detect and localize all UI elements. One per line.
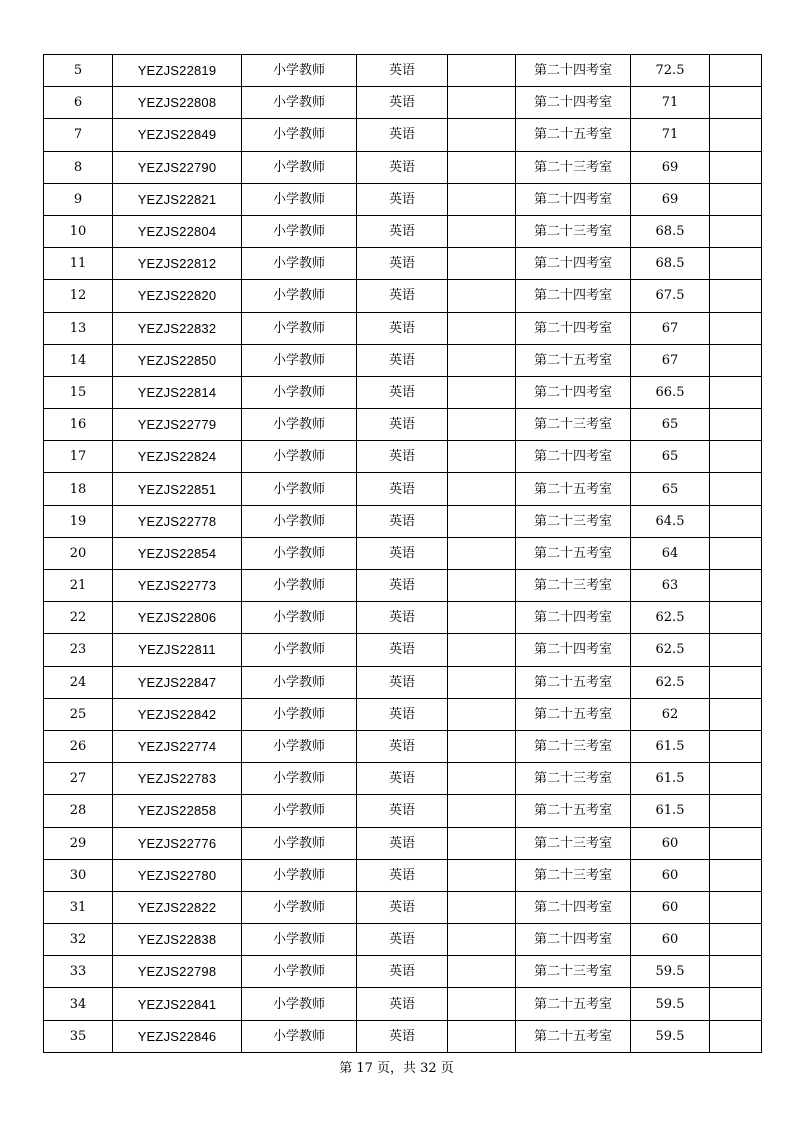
score-cell: 71 <box>631 119 710 151</box>
candidate-id-cell: YEZJS22790 <box>113 151 242 183</box>
note-cell <box>710 280 762 312</box>
exam-room-cell: 第二十三考室 <box>516 859 631 891</box>
table-row <box>44 602 762 634</box>
blank-cell <box>448 763 516 795</box>
position-cell: 小学教师 <box>242 634 357 666</box>
note-cell <box>710 988 762 1020</box>
blank-cell <box>448 409 516 441</box>
score-cell: 64 <box>631 537 710 569</box>
table-row <box>44 891 762 923</box>
exam-room-cell: 第二十三考室 <box>516 151 631 183</box>
seq-cell: 23 <box>44 634 113 666</box>
note-cell <box>710 215 762 247</box>
seq-cell: 25 <box>44 698 113 730</box>
blank-cell <box>448 151 516 183</box>
blank-cell <box>448 505 516 537</box>
score-cell: 69 <box>631 151 710 183</box>
table-row <box>44 505 762 537</box>
candidate-id-cell: YEZJS22778 <box>113 505 242 537</box>
table-row <box>44 441 762 473</box>
candidate-id-cell: YEZJS22841 <box>113 988 242 1020</box>
exam-room-cell: 第二十三考室 <box>516 570 631 602</box>
score-cell: 67 <box>631 344 710 376</box>
table-row <box>44 956 762 988</box>
table-row <box>44 376 762 408</box>
note-cell <box>710 441 762 473</box>
position-cell: 小学教师 <box>242 730 357 762</box>
blank-cell <box>448 602 516 634</box>
subject-cell: 英语 <box>357 795 448 827</box>
position-cell: 小学教师 <box>242 795 357 827</box>
seq-cell: 14 <box>44 344 113 376</box>
candidate-id-cell: YEZJS22774 <box>113 730 242 762</box>
table-row <box>44 119 762 151</box>
subject-cell: 英语 <box>357 505 448 537</box>
candidate-id-cell: YEZJS22776 <box>113 827 242 859</box>
seq-cell: 31 <box>44 891 113 923</box>
table-row <box>44 183 762 215</box>
blank-cell <box>448 87 516 119</box>
score-cell: 59.5 <box>631 988 710 1020</box>
position-cell: 小学教师 <box>242 473 357 505</box>
position-cell: 小学教师 <box>242 537 357 569</box>
score-cell: 69 <box>631 183 710 215</box>
blank-cell <box>448 312 516 344</box>
table-row <box>44 730 762 762</box>
subject-cell: 英语 <box>357 119 448 151</box>
seq-cell: 32 <box>44 924 113 956</box>
position-cell: 小学教师 <box>242 505 357 537</box>
subject-cell: 英语 <box>357 570 448 602</box>
candidate-id-cell: YEZJS22820 <box>113 280 242 312</box>
exam-room-cell: 第二十四考室 <box>516 280 631 312</box>
note-cell <box>710 119 762 151</box>
seq-cell: 29 <box>44 827 113 859</box>
note-cell <box>710 891 762 923</box>
candidate-id-cell: YEZJS22849 <box>113 119 242 151</box>
score-cell: 61.5 <box>631 763 710 795</box>
position-cell: 小学教师 <box>242 570 357 602</box>
position-cell: 小学教师 <box>242 859 357 891</box>
note-cell <box>710 151 762 183</box>
exam-room-cell: 第二十四考室 <box>516 87 631 119</box>
exam-room-cell: 第二十五考室 <box>516 344 631 376</box>
position-cell: 小学教师 <box>242 409 357 441</box>
seq-cell: 9 <box>44 183 113 215</box>
subject-cell: 英语 <box>357 956 448 988</box>
note-cell <box>710 537 762 569</box>
subject-cell: 英语 <box>357 666 448 698</box>
candidate-id-cell: YEZJS22773 <box>113 570 242 602</box>
position-cell: 小学教师 <box>242 376 357 408</box>
exam-room-cell: 第二十四考室 <box>516 183 631 215</box>
seq-cell: 26 <box>44 730 113 762</box>
subject-cell: 英语 <box>357 87 448 119</box>
score-cell: 68.5 <box>631 248 710 280</box>
exam-room-cell: 第二十五考室 <box>516 537 631 569</box>
seq-cell: 15 <box>44 376 113 408</box>
score-cell: 62.5 <box>631 634 710 666</box>
note-cell <box>710 409 762 441</box>
candidate-id-cell: YEZJS22822 <box>113 891 242 923</box>
candidate-id-cell: YEZJS22842 <box>113 698 242 730</box>
subject-cell: 英语 <box>357 1020 448 1052</box>
score-cell: 62.5 <box>631 602 710 634</box>
subject-cell: 英语 <box>357 634 448 666</box>
position-cell: 小学教师 <box>242 666 357 698</box>
blank-cell <box>448 666 516 698</box>
position-cell: 小学教师 <box>242 215 357 247</box>
exam-room-cell: 第二十五考室 <box>516 795 631 827</box>
position-cell: 小学教师 <box>242 988 357 1020</box>
candidate-id-cell: YEZJS22854 <box>113 537 242 569</box>
blank-cell <box>448 730 516 762</box>
subject-cell: 英语 <box>357 602 448 634</box>
score-table <box>43 54 762 1053</box>
seq-cell: 16 <box>44 409 113 441</box>
blank-cell <box>448 215 516 247</box>
subject-cell: 英语 <box>357 215 448 247</box>
score-cell: 62.5 <box>631 666 710 698</box>
blank-cell <box>448 956 516 988</box>
position-cell: 小学教师 <box>242 119 357 151</box>
score-cell: 65 <box>631 441 710 473</box>
position-cell: 小学教师 <box>242 87 357 119</box>
table-row <box>44 634 762 666</box>
table-row <box>44 312 762 344</box>
table-row <box>44 698 762 730</box>
note-cell <box>710 344 762 376</box>
note-cell <box>710 634 762 666</box>
seq-cell: 5 <box>44 55 113 87</box>
exam-room-cell: 第二十三考室 <box>516 215 631 247</box>
note-cell <box>710 924 762 956</box>
table-row <box>44 87 762 119</box>
exam-room-cell: 第二十四考室 <box>516 376 631 408</box>
score-cell: 63 <box>631 570 710 602</box>
score-cell: 59.5 <box>631 956 710 988</box>
blank-cell <box>448 376 516 408</box>
note-cell <box>710 473 762 505</box>
score-cell: 61.5 <box>631 730 710 762</box>
seq-cell: 13 <box>44 312 113 344</box>
blank-cell <box>448 344 516 376</box>
score-cell: 68.5 <box>631 215 710 247</box>
score-cell: 59.5 <box>631 1020 710 1052</box>
seq-cell: 11 <box>44 248 113 280</box>
position-cell: 小学教师 <box>242 827 357 859</box>
candidate-id-cell: YEZJS22858 <box>113 795 242 827</box>
score-cell: 61.5 <box>631 795 710 827</box>
position-cell: 小学教师 <box>242 344 357 376</box>
position-cell: 小学教师 <box>242 280 357 312</box>
subject-cell: 英语 <box>357 441 448 473</box>
table-row <box>44 344 762 376</box>
subject-cell: 英语 <box>357 473 448 505</box>
blank-cell <box>448 827 516 859</box>
exam-room-cell: 第二十五考室 <box>516 119 631 151</box>
seq-cell: 8 <box>44 151 113 183</box>
subject-cell: 英语 <box>357 183 448 215</box>
subject-cell: 英语 <box>357 376 448 408</box>
position-cell: 小学教师 <box>242 55 357 87</box>
blank-cell <box>448 924 516 956</box>
score-cell: 71 <box>631 87 710 119</box>
blank-cell <box>448 183 516 215</box>
subject-cell: 英语 <box>357 248 448 280</box>
subject-cell: 英语 <box>357 924 448 956</box>
seq-cell: 27 <box>44 763 113 795</box>
blank-cell <box>448 859 516 891</box>
table-body <box>44 55 762 1053</box>
subject-cell: 英语 <box>357 537 448 569</box>
subject-cell: 英语 <box>357 312 448 344</box>
exam-room-cell: 第二十五考室 <box>516 473 631 505</box>
seq-cell: 7 <box>44 119 113 151</box>
blank-cell <box>448 537 516 569</box>
table-row <box>44 570 762 602</box>
exam-room-cell: 第二十四考室 <box>516 602 631 634</box>
note-cell <box>710 248 762 280</box>
note-cell <box>710 827 762 859</box>
seq-cell: 22 <box>44 602 113 634</box>
candidate-id-cell: YEZJS22851 <box>113 473 242 505</box>
score-cell: 72.5 <box>631 55 710 87</box>
exam-room-cell: 第二十四考室 <box>516 891 631 923</box>
score-cell: 67.5 <box>631 280 710 312</box>
table-row <box>44 795 762 827</box>
seq-cell: 6 <box>44 87 113 119</box>
table-row <box>44 1020 762 1052</box>
note-cell <box>710 763 762 795</box>
seq-cell: 35 <box>44 1020 113 1052</box>
seq-cell: 18 <box>44 473 113 505</box>
candidate-id-cell: YEZJS22780 <box>113 859 242 891</box>
score-cell: 60 <box>631 859 710 891</box>
position-cell: 小学教师 <box>242 1020 357 1052</box>
subject-cell: 英语 <box>357 730 448 762</box>
candidate-id-cell: YEZJS22838 <box>113 924 242 956</box>
seq-cell: 21 <box>44 570 113 602</box>
blank-cell <box>448 1020 516 1052</box>
candidate-id-cell: YEZJS22824 <box>113 441 242 473</box>
position-cell: 小学教师 <box>242 312 357 344</box>
score-cell: 62 <box>631 698 710 730</box>
exam-room-cell: 第二十五考室 <box>516 1020 631 1052</box>
note-cell <box>710 698 762 730</box>
seq-cell: 20 <box>44 537 113 569</box>
note-cell <box>710 1020 762 1052</box>
blank-cell <box>448 119 516 151</box>
exam-room-cell: 第二十四考室 <box>516 924 631 956</box>
candidate-id-cell: YEZJS22783 <box>113 763 242 795</box>
score-cell: 60 <box>631 827 710 859</box>
blank-cell <box>448 634 516 666</box>
note-cell <box>710 183 762 215</box>
seq-cell: 33 <box>44 956 113 988</box>
position-cell: 小学教师 <box>242 441 357 473</box>
seq-cell: 30 <box>44 859 113 891</box>
position-cell: 小学教师 <box>242 248 357 280</box>
table-row <box>44 151 762 183</box>
table-row <box>44 988 762 1020</box>
candidate-id-cell: YEZJS22850 <box>113 344 242 376</box>
note-cell <box>710 55 762 87</box>
candidate-id-cell: YEZJS22847 <box>113 666 242 698</box>
subject-cell: 英语 <box>357 988 448 1020</box>
note-cell <box>710 859 762 891</box>
subject-cell: 英语 <box>357 763 448 795</box>
score-cell: 65 <box>631 409 710 441</box>
candidate-id-cell: YEZJS22812 <box>113 248 242 280</box>
candidate-id-cell: YEZJS22819 <box>113 55 242 87</box>
position-cell: 小学教师 <box>242 183 357 215</box>
score-cell: 60 <box>631 924 710 956</box>
candidate-id-cell: YEZJS22811 <box>113 634 242 666</box>
exam-room-cell: 第二十三考室 <box>516 409 631 441</box>
seq-cell: 12 <box>44 280 113 312</box>
blank-cell <box>448 988 516 1020</box>
page-footer: 第 17 页，共 32 页 <box>339 1061 454 1076</box>
exam-room-cell: 第二十三考室 <box>516 763 631 795</box>
blank-cell <box>448 473 516 505</box>
blank-cell <box>448 570 516 602</box>
seq-cell: 10 <box>44 215 113 247</box>
exam-room-cell: 第二十三考室 <box>516 956 631 988</box>
subject-cell: 英语 <box>357 280 448 312</box>
position-cell: 小学教师 <box>242 151 357 183</box>
position-cell: 小学教师 <box>242 891 357 923</box>
position-cell: 小学教师 <box>242 924 357 956</box>
seq-cell: 19 <box>44 505 113 537</box>
exam-room-cell: 第二十四考室 <box>516 441 631 473</box>
seq-cell: 17 <box>44 441 113 473</box>
candidate-id-cell: YEZJS22814 <box>113 376 242 408</box>
score-cell: 65 <box>631 473 710 505</box>
score-cell: 66.5 <box>631 376 710 408</box>
subject-cell: 英语 <box>357 891 448 923</box>
blank-cell <box>448 55 516 87</box>
table-row <box>44 537 762 569</box>
subject-cell: 英语 <box>357 344 448 376</box>
table-row <box>44 924 762 956</box>
candidate-id-cell: YEZJS22779 <box>113 409 242 441</box>
candidate-id-cell: YEZJS22798 <box>113 956 242 988</box>
seq-cell: 28 <box>44 795 113 827</box>
subject-cell: 英语 <box>357 859 448 891</box>
table-row <box>44 473 762 505</box>
note-cell <box>710 602 762 634</box>
position-cell: 小学教师 <box>242 602 357 634</box>
note-cell <box>710 376 762 408</box>
subject-cell: 英语 <box>357 827 448 859</box>
table-row <box>44 55 762 87</box>
exam-room-cell: 第二十五考室 <box>516 988 631 1020</box>
exam-room-cell: 第二十五考室 <box>516 666 631 698</box>
note-cell <box>710 312 762 344</box>
exam-room-cell: 第二十三考室 <box>516 827 631 859</box>
blank-cell <box>448 248 516 280</box>
table-row <box>44 666 762 698</box>
table-row <box>44 827 762 859</box>
table-row <box>44 280 762 312</box>
table-row <box>44 248 762 280</box>
candidate-id-cell: YEZJS22846 <box>113 1020 242 1052</box>
exam-room-cell: 第二十四考室 <box>516 248 631 280</box>
note-cell <box>710 730 762 762</box>
candidate-id-cell: YEZJS22821 <box>113 183 242 215</box>
score-cell: 64.5 <box>631 505 710 537</box>
score-cell: 60 <box>631 891 710 923</box>
candidate-id-cell: YEZJS22832 <box>113 312 242 344</box>
subject-cell: 英语 <box>357 55 448 87</box>
seq-cell: 34 <box>44 988 113 1020</box>
blank-cell <box>448 441 516 473</box>
candidate-id-cell: YEZJS22806 <box>113 602 242 634</box>
note-cell <box>710 87 762 119</box>
note-cell <box>710 505 762 537</box>
table-row <box>44 763 762 795</box>
blank-cell <box>448 280 516 312</box>
position-cell: 小学教师 <box>242 956 357 988</box>
exam-room-cell: 第二十四考室 <box>516 55 631 87</box>
table-row <box>44 409 762 441</box>
position-cell: 小学教师 <box>242 763 357 795</box>
table-row <box>44 859 762 891</box>
exam-room-cell: 第二十四考室 <box>516 312 631 344</box>
seq-cell: 24 <box>44 666 113 698</box>
subject-cell: 英语 <box>357 409 448 441</box>
exam-room-cell: 第二十三考室 <box>516 505 631 537</box>
position-cell: 小学教师 <box>242 698 357 730</box>
candidate-id-cell: YEZJS22804 <box>113 215 242 247</box>
blank-cell <box>448 795 516 827</box>
candidate-id-cell: YEZJS22808 <box>113 87 242 119</box>
blank-cell <box>448 698 516 730</box>
exam-room-cell: 第二十四考室 <box>516 634 631 666</box>
table-row <box>44 215 762 247</box>
note-cell <box>710 666 762 698</box>
note-cell <box>710 956 762 988</box>
note-cell <box>710 570 762 602</box>
subject-cell: 英语 <box>357 698 448 730</box>
exam-room-cell: 第二十五考室 <box>516 698 631 730</box>
note-cell <box>710 795 762 827</box>
blank-cell <box>448 891 516 923</box>
score-cell: 67 <box>631 312 710 344</box>
subject-cell: 英语 <box>357 151 448 183</box>
exam-room-cell: 第二十三考室 <box>516 730 631 762</box>
